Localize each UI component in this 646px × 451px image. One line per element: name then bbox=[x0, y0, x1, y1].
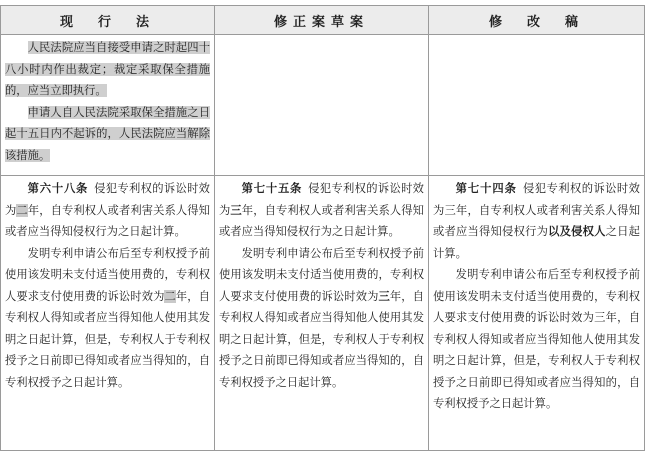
article-number: 第七十四条 bbox=[455, 181, 517, 195]
highlighted-term: 二 bbox=[16, 203, 28, 217]
current-law-cell bbox=[1, 35, 215, 176]
paragraph: 第七十四条 侵犯专利权的诉讼时效为三年，自专利权人或者利害关系人得知或者应当得知侵权行为以及侵权人之日起计算。 bbox=[433, 181, 640, 260]
article-number: 第七十五条 bbox=[241, 181, 303, 195]
header-draft-amendment: 修正案草案 bbox=[215, 6, 429, 35]
bold-term: 以及侵权人 bbox=[548, 224, 606, 238]
paragraph: 申请人自人民法院采取保全措施之日起十五日内不起诉的，人民法院应当解除该措施。 bbox=[5, 105, 210, 162]
comparison-table bbox=[0, 5, 645, 451]
paragraph: 第七十五条 侵犯专利权的诉讼时效为三年，自专利权人或者利害关系人得知或者应当得知侵权行为之日起计算。 bbox=[219, 181, 424, 238]
paragraph: 人民法院应当自接受申请之时起四十八小时内作出裁定；裁定采取保全措施的，应当立即执行。 bbox=[5, 41, 210, 97]
bold-term: 三 bbox=[378, 288, 390, 303]
article-number: 第六十八条 bbox=[27, 181, 89, 195]
table-row bbox=[1, 35, 645, 176]
highlighted-term: 二 bbox=[164, 289, 176, 303]
paragraph: 发明专利申请公布后至专利权授予前使用该发明未支付适当使用费的，专利权人要求支付使用费的诉讼时效为三年，自专利权人得知或者应当得知他人使用其发明之日起计算，但是，专利权人于专利权授予之日前即已得知或者应当得知的，自专利权授予之日起计算。 bbox=[219, 246, 424, 389]
draft-amendment-cell bbox=[215, 35, 429, 176]
draft-amendment-cell bbox=[215, 176, 429, 451]
paragraph: 第六十八条 侵犯专利权的诉讼时效为二年，自专利权人或者利害关系人得知或者应当得知侵权行为之日起计算。 bbox=[5, 181, 210, 238]
header-current-law: 现 行 法 bbox=[1, 6, 215, 35]
paragraph: 发明专利申请公布后至专利权授予前使用该发明未支付适当使用费的，专利权人要求支付使用费的诉讼时效为二年，自专利权人得知或者应当得知他人使用其发明之日起计算，但是，专利权人于专利权授予之日前即已得知或者应当得知的，自专利权授予之日起计算。 bbox=[5, 246, 210, 389]
bold-term: 三 bbox=[230, 202, 242, 217]
paragraph: 发明专利申请公布后至专利权授予前使用该发明未支付适当使用费的，专利权人要求支付使用费的诉讼时效为三年，自专利权人得知或者应当得知他人使用其发明之日起计算，但是，专利权人于专利权授予之日前即已得知或者应当得知的，自专利权授予之日起计算。 bbox=[433, 268, 640, 410]
header-row bbox=[1, 6, 645, 35]
header-revised-draft: 修 改 稿 bbox=[429, 6, 645, 35]
revised-draft-cell bbox=[429, 176, 645, 451]
revised-draft-cell bbox=[429, 35, 645, 176]
current-law-cell bbox=[1, 176, 215, 451]
table-row bbox=[1, 176, 645, 451]
